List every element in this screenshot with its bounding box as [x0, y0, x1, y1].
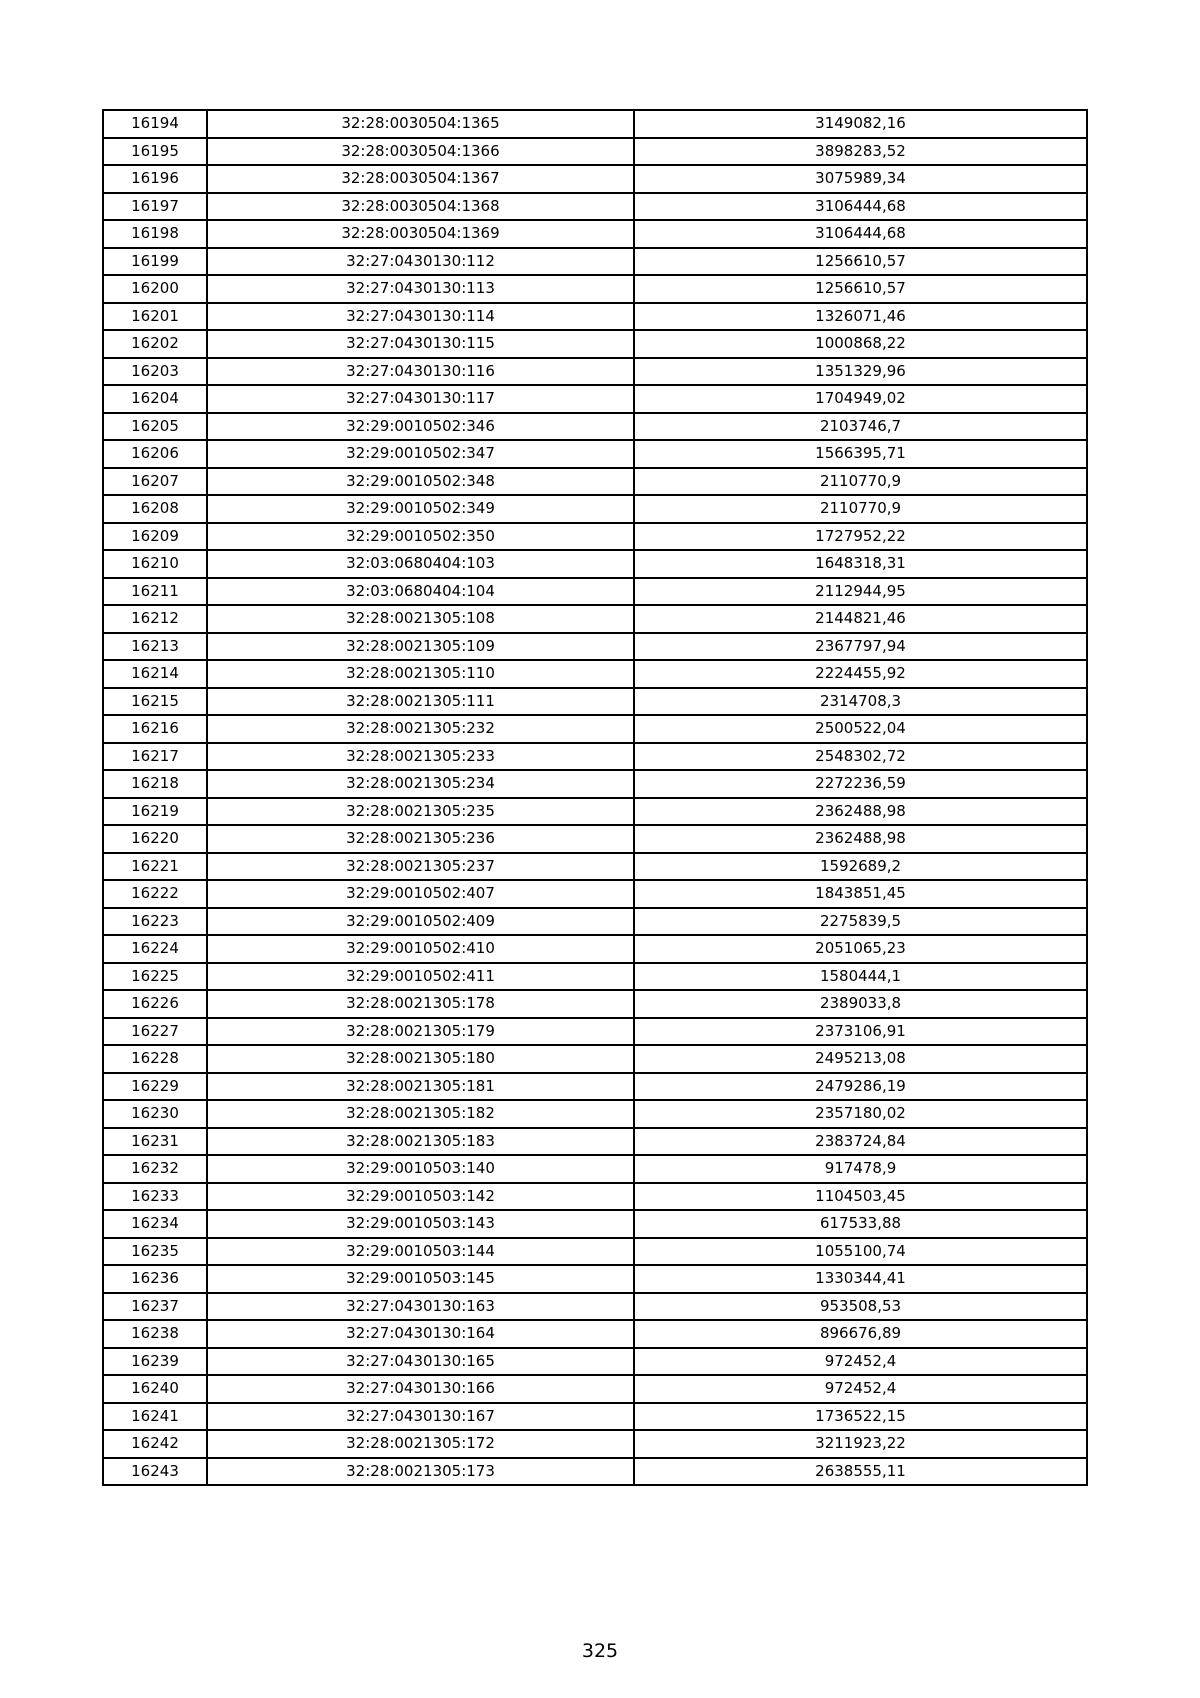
value-cell: 2389033,8: [634, 990, 1087, 1018]
value-cell: 2275839,5: [634, 908, 1087, 936]
table-row: [103, 935, 1087, 963]
row-number-cell: 16215: [103, 688, 207, 716]
row-number-cell: 16243: [103, 1458, 207, 1486]
row-number-cell: 16233: [103, 1183, 207, 1211]
table-row: [103, 880, 1087, 908]
table-row: [103, 798, 1087, 826]
cadastral-number-cell: 32:29:0010502:348: [207, 468, 634, 496]
value-cell: 1648318,31: [634, 550, 1087, 578]
value-cell: 1704949,02: [634, 385, 1087, 413]
cadastral-number-cell: 32:27:0430130:114: [207, 303, 634, 331]
cadastral-number-cell: 32:27:0430130:164: [207, 1320, 634, 1348]
table-row: [103, 385, 1087, 413]
table-row: [103, 275, 1087, 303]
value-cell: 917478,9: [634, 1155, 1087, 1183]
table-row: [103, 715, 1087, 743]
row-number-cell: 16199: [103, 248, 207, 276]
table-row: [103, 1265, 1087, 1293]
value-cell: 1592689,2: [634, 853, 1087, 881]
cadastral-number-cell: 32:28:0030504:1365: [207, 110, 634, 138]
value-cell: 2638555,11: [634, 1458, 1087, 1486]
cadastral-number-cell: 32:28:0021305:233: [207, 743, 634, 771]
table-row: [103, 770, 1087, 798]
cadastral-number-cell: 32:28:0021305:181: [207, 1073, 634, 1101]
value-cell: 3211923,22: [634, 1430, 1087, 1458]
row-number-cell: 16222: [103, 880, 207, 908]
table-row: [103, 853, 1087, 881]
cadastral-number-cell: 32:03:0680404:103: [207, 550, 634, 578]
cadastral-number-cell: 32:27:0430130:163: [207, 1293, 634, 1321]
row-number-cell: 16224: [103, 935, 207, 963]
row-number-cell: 16196: [103, 165, 207, 193]
row-number-cell: 16209: [103, 523, 207, 551]
row-number-cell: 16213: [103, 633, 207, 661]
cadastral-number-cell: 32:28:0021305:110: [207, 660, 634, 688]
row-number-cell: 16206: [103, 440, 207, 468]
cadastral-number-cell: 32:28:0021305:179: [207, 1018, 634, 1046]
table-row: [103, 550, 1087, 578]
table-row: [103, 138, 1087, 166]
table-row: [103, 1375, 1087, 1403]
cadastral-number-cell: 32:27:0430130:165: [207, 1348, 634, 1376]
row-number-cell: 16208: [103, 495, 207, 523]
table-row: [103, 908, 1087, 936]
row-number-cell: 16236: [103, 1265, 207, 1293]
table-row: [103, 1348, 1087, 1376]
cadastral-number-cell: 32:28:0021305:172: [207, 1430, 634, 1458]
value-cell: 2314708,3: [634, 688, 1087, 716]
value-cell: 2224455,92: [634, 660, 1087, 688]
table-row: [103, 1183, 1087, 1211]
cadastral-number-cell: 32:29:0010502:347: [207, 440, 634, 468]
table-row: [103, 1403, 1087, 1431]
cadastral-number-cell: 32:27:0430130:113: [207, 275, 634, 303]
value-cell: 3106444,68: [634, 193, 1087, 221]
table-row: [103, 330, 1087, 358]
cadastral-number-cell: 32:28:0021305:109: [207, 633, 634, 661]
value-cell: 1566395,71: [634, 440, 1087, 468]
cadastral-number-cell: 32:29:0010502:410: [207, 935, 634, 963]
table-row: [103, 1430, 1087, 1458]
table-row: [103, 523, 1087, 551]
row-number-cell: 16220: [103, 825, 207, 853]
cadastral-number-cell: 32:28:0021305:234: [207, 770, 634, 798]
table-row: [103, 688, 1087, 716]
row-number-cell: 16237: [103, 1293, 207, 1321]
row-number-cell: 16242: [103, 1430, 207, 1458]
table-row: [103, 1045, 1087, 1073]
value-cell: 2373106,91: [634, 1018, 1087, 1046]
table-row: [103, 440, 1087, 468]
value-cell: 1104503,45: [634, 1183, 1087, 1211]
row-number-cell: 16197: [103, 193, 207, 221]
cadastral-number-cell: 32:29:0010502:409: [207, 908, 634, 936]
row-number-cell: 16216: [103, 715, 207, 743]
table-row: [103, 660, 1087, 688]
table-row: [103, 1458, 1087, 1486]
row-number-cell: 16227: [103, 1018, 207, 1046]
value-cell: 2357180,02: [634, 1100, 1087, 1128]
cadastral-number-cell: 32:27:0430130:117: [207, 385, 634, 413]
cadastral-number-cell: 32:03:0680404:104: [207, 578, 634, 606]
row-number-cell: 16212: [103, 605, 207, 633]
cadastral-number-cell: 32:27:0430130:115: [207, 330, 634, 358]
cadastral-number-cell: 32:28:0030504:1368: [207, 193, 634, 221]
table-row: [103, 743, 1087, 771]
cadastral-number-cell: 32:28:0021305:237: [207, 853, 634, 881]
table-row: [103, 220, 1087, 248]
table-row: [103, 303, 1087, 331]
value-cell: 617533,88: [634, 1210, 1087, 1238]
cadastral-number-cell: 32:28:0030504:1367: [207, 165, 634, 193]
row-number-cell: 16228: [103, 1045, 207, 1073]
table-row: [103, 1238, 1087, 1266]
cadastral-number-cell: 32:29:0010503:142: [207, 1183, 634, 1211]
value-cell: 1736522,15: [634, 1403, 1087, 1431]
value-cell: 2112944,95: [634, 578, 1087, 606]
table-row: [103, 248, 1087, 276]
cadastral-number-cell: 32:28:0030504:1369: [207, 220, 634, 248]
cadastral-number-cell: 32:28:0030504:1366: [207, 138, 634, 166]
value-cell: 1326071,46: [634, 303, 1087, 331]
value-cell: 896676,89: [634, 1320, 1087, 1348]
row-number-cell: 16231: [103, 1128, 207, 1156]
row-number-cell: 16207: [103, 468, 207, 496]
cadastral-number-cell: 32:28:0021305:111: [207, 688, 634, 716]
cadastral-number-cell: 32:28:0021305:173: [207, 1458, 634, 1486]
table-row: [103, 1073, 1087, 1101]
table-row: [103, 110, 1087, 138]
value-cell: 2110770,9: [634, 468, 1087, 496]
cadastral-number-cell: 32:29:0010503:144: [207, 1238, 634, 1266]
value-cell: 1843851,45: [634, 880, 1087, 908]
cadastral-number-cell: 32:27:0430130:166: [207, 1375, 634, 1403]
cadastral-number-cell: 32:29:0010502:350: [207, 523, 634, 551]
table-row: [103, 1155, 1087, 1183]
row-number-cell: 16235: [103, 1238, 207, 1266]
cadastral-number-cell: 32:27:0430130:167: [207, 1403, 634, 1431]
value-cell: 2144821,46: [634, 605, 1087, 633]
value-cell: 2495213,08: [634, 1045, 1087, 1073]
row-number-cell: 16234: [103, 1210, 207, 1238]
value-cell: 1351329,96: [634, 358, 1087, 386]
row-number-cell: 16219: [103, 798, 207, 826]
table-row: [103, 193, 1087, 221]
table-row: [103, 413, 1087, 441]
row-number-cell: 16232: [103, 1155, 207, 1183]
value-cell: 3898283,52: [634, 138, 1087, 166]
table-row: [103, 468, 1087, 496]
table-row: [103, 1320, 1087, 1348]
row-number-cell: 16201: [103, 303, 207, 331]
value-cell: 1727952,22: [634, 523, 1087, 551]
cadastral-number-cell: 32:28:0021305:178: [207, 990, 634, 1018]
value-cell: 2103746,7: [634, 413, 1087, 441]
value-cell: 2367797,94: [634, 633, 1087, 661]
row-number-cell: 16195: [103, 138, 207, 166]
row-number-cell: 16202: [103, 330, 207, 358]
value-cell: 972452,4: [634, 1375, 1087, 1403]
table-row: [103, 578, 1087, 606]
row-number-cell: 16198: [103, 220, 207, 248]
value-cell: 2479286,19: [634, 1073, 1087, 1101]
value-cell: 3149082,16: [634, 110, 1087, 138]
table-row: [103, 963, 1087, 991]
value-cell: 2383724,84: [634, 1128, 1087, 1156]
cadastral-number-cell: 32:29:0010503:145: [207, 1265, 634, 1293]
value-cell: 1256610,57: [634, 248, 1087, 276]
value-cell: 972452,4: [634, 1348, 1087, 1376]
cadastral-number-cell: 32:29:0010503:143: [207, 1210, 634, 1238]
table-row: [103, 1128, 1087, 1156]
value-cell: 1580444,1: [634, 963, 1087, 991]
value-cell: 2500522,04: [634, 715, 1087, 743]
row-number-cell: 16230: [103, 1100, 207, 1128]
value-cell: 2272236,59: [634, 770, 1087, 798]
row-number-cell: 16217: [103, 743, 207, 771]
row-number-cell: 16211: [103, 578, 207, 606]
value-cell: 1330344,41: [634, 1265, 1087, 1293]
cadastral-number-cell: 32:28:0021305:182: [207, 1100, 634, 1128]
cadastral-number-cell: 32:28:0021305:235: [207, 798, 634, 826]
cadastral-number-cell: 32:28:0021305:108: [207, 605, 634, 633]
cadastral-number-cell: 32:28:0021305:183: [207, 1128, 634, 1156]
row-number-cell: 16200: [103, 275, 207, 303]
table-row: [103, 605, 1087, 633]
cadastral-number-cell: 32:28:0021305:180: [207, 1045, 634, 1073]
page-number: 325: [581, 1640, 619, 1662]
value-cell: 2362488,98: [634, 825, 1087, 853]
row-number-cell: 16210: [103, 550, 207, 578]
cadastral-number-cell: 32:29:0010502:346: [207, 413, 634, 441]
value-cell: 1256610,57: [634, 275, 1087, 303]
row-number-cell: 16238: [103, 1320, 207, 1348]
cadastral-value-table: [102, 109, 1088, 1486]
row-number-cell: 16221: [103, 853, 207, 881]
row-number-cell: 16218: [103, 770, 207, 798]
table-body: [103, 110, 1087, 1485]
table-row: [103, 165, 1087, 193]
row-number-cell: 16225: [103, 963, 207, 991]
value-cell: 2362488,98: [634, 798, 1087, 826]
table-row: [103, 495, 1087, 523]
value-cell: 3106444,68: [634, 220, 1087, 248]
value-cell: 2051065,23: [634, 935, 1087, 963]
row-number-cell: 16194: [103, 110, 207, 138]
table-row: [103, 990, 1087, 1018]
table-row: [103, 1293, 1087, 1321]
cadastral-number-cell: 32:27:0430130:116: [207, 358, 634, 386]
row-number-cell: 16205: [103, 413, 207, 441]
cadastral-number-cell: 32:29:0010502:407: [207, 880, 634, 908]
row-number-cell: 16203: [103, 358, 207, 386]
value-cell: 2548302,72: [634, 743, 1087, 771]
row-number-cell: 16239: [103, 1348, 207, 1376]
table-row: [103, 1100, 1087, 1128]
cadastral-number-cell: 32:28:0021305:232: [207, 715, 634, 743]
value-cell: 2110770,9: [634, 495, 1087, 523]
table-row: [103, 633, 1087, 661]
value-cell: 1000868,22: [634, 330, 1087, 358]
cadastral-number-cell: 32:27:0430130:112: [207, 248, 634, 276]
value-cell: 1055100,74: [634, 1238, 1087, 1266]
row-number-cell: 16226: [103, 990, 207, 1018]
row-number-cell: 16214: [103, 660, 207, 688]
table-row: [103, 1018, 1087, 1046]
row-number-cell: 16241: [103, 1403, 207, 1431]
table-row: [103, 825, 1087, 853]
cadastral-number-cell: 32:29:0010503:140: [207, 1155, 634, 1183]
cadastral-number-cell: 32:29:0010502:349: [207, 495, 634, 523]
table-row: [103, 358, 1087, 386]
table-row: [103, 1210, 1087, 1238]
value-cell: 3075989,34: [634, 165, 1087, 193]
value-cell: 953508,53: [634, 1293, 1087, 1321]
row-number-cell: 16229: [103, 1073, 207, 1101]
cadastral-number-cell: 32:29:0010502:411: [207, 963, 634, 991]
row-number-cell: 16240: [103, 1375, 207, 1403]
cadastral-number-cell: 32:28:0021305:236: [207, 825, 634, 853]
row-number-cell: 16204: [103, 385, 207, 413]
row-number-cell: 16223: [103, 908, 207, 936]
